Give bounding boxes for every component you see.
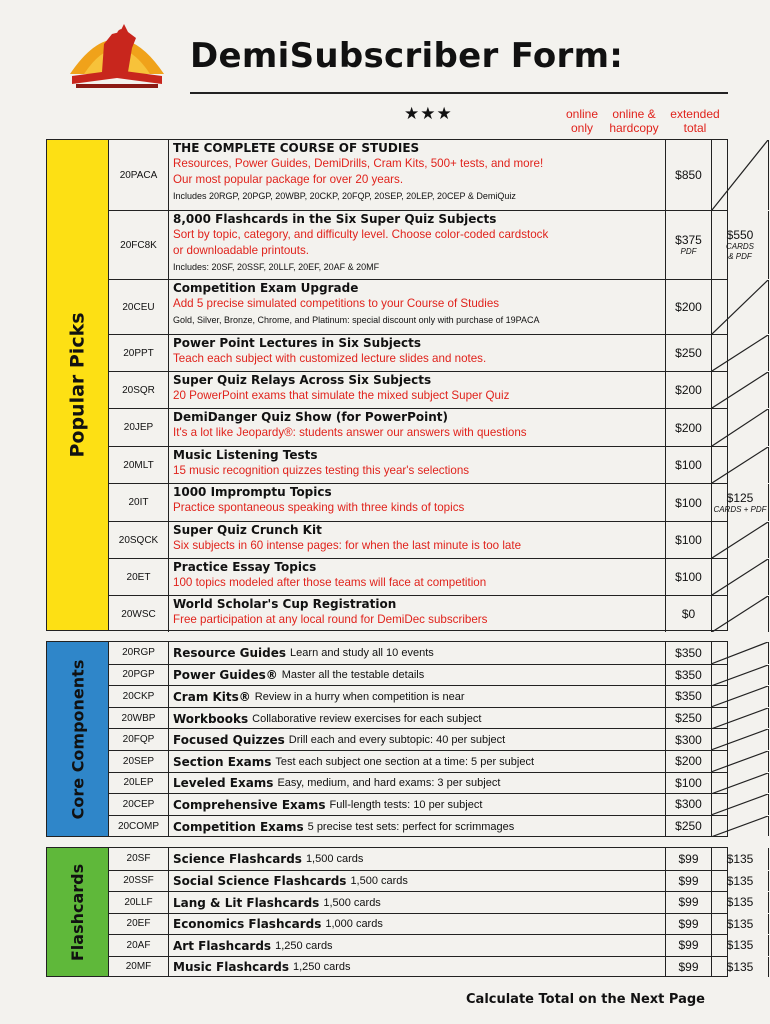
product-title: 8,000 Flashcards in the Six Super Quiz Subjects	[173, 212, 497, 226]
product-title: Art Flashcards	[173, 938, 272, 953]
product-description	[171, 729, 665, 750]
price-hardcopy	[712, 871, 769, 892]
price-hardcopy	[712, 794, 769, 815]
not-available-slash	[712, 522, 768, 558]
table-row	[109, 446, 727, 483]
product-description	[171, 559, 665, 595]
table-row	[109, 371, 727, 408]
not-available-slash	[712, 773, 768, 794]
table-row	[109, 558, 727, 595]
not-available-slash	[712, 372, 768, 408]
price-value: $100	[675, 570, 702, 584]
price-hardcopy	[712, 773, 769, 794]
price-hardcopy	[712, 892, 769, 913]
product-title: Lang & Lit Flashcards	[173, 895, 320, 910]
price-hardcopy	[712, 914, 769, 935]
product-description	[171, 773, 665, 794]
price-value: $375	[675, 233, 702, 247]
product-includes-note: Gold, Silver, Bronze, Chrome, and Platinum: special discount only with purchase of 19PACA	[173, 315, 540, 325]
product-code: 20SSF	[109, 871, 169, 892]
product-detail: Drill each and every subtopic: 40 per subject	[288, 734, 506, 747]
line-item	[173, 666, 665, 686]
product-detail: Easy, medium, and hard exams: 3 per subject	[277, 777, 501, 790]
product-detail: 1,250 cards	[293, 961, 351, 974]
table-row	[109, 934, 754, 956]
product-title: Super Quiz Crunch Kit	[173, 523, 322, 537]
not-available-slash	[712, 708, 768, 729]
table-row	[109, 279, 727, 334]
not-available-slash	[712, 642, 768, 664]
price-value: $250	[675, 346, 702, 360]
product-title: Power Guides®	[173, 668, 278, 683]
line-item	[173, 643, 665, 664]
price-hardcopy	[712, 751, 769, 772]
flashcards-label: Flashcards	[47, 848, 109, 976]
product-code: 20CEU	[109, 280, 169, 334]
product-detail: Learn and study all 10 events	[290, 647, 434, 660]
price-hardcopy	[712, 335, 769, 371]
price-hardcopy	[712, 708, 769, 729]
product-tagline-2: or downloadable printouts.	[173, 244, 309, 257]
product-detail: 1,500 cards	[350, 875, 408, 888]
table-row	[109, 685, 727, 707]
table-row	[109, 793, 727, 815]
price-online	[665, 596, 712, 632]
not-available-slash	[712, 559, 768, 595]
price-format: PDF	[680, 247, 697, 256]
product-detail: Review in a hurry when competition is near	[254, 690, 465, 703]
product-code: 20EF	[109, 914, 169, 935]
price-online	[665, 140, 712, 210]
column-header-total: extended total	[670, 107, 720, 135]
table-row	[109, 483, 767, 521]
product-tagline: Add 5 precise simulated competitions to your Course of Studies	[173, 297, 500, 310]
product-title: Practice Essay Topics	[173, 560, 317, 574]
price-format: CARDS + PDF	[713, 504, 767, 514]
price-hardcopy	[712, 280, 769, 334]
product-code: 20FQP	[109, 729, 169, 750]
product-description	[171, 447, 665, 483]
product-description	[171, 816, 665, 837]
product-tagline: Teach each subject with customized lecture slides and notes.	[173, 352, 487, 365]
product-description	[171, 708, 665, 729]
price-hardcopy	[712, 484, 769, 521]
product-title: THE COMPLETE COURSE OF STUDIES	[173, 141, 420, 155]
line-item	[173, 709, 665, 729]
product-title: Competition Exam Upgrade	[173, 281, 359, 295]
product-title: Competition Exams	[173, 819, 304, 834]
product-title: Economics Flashcards	[173, 917, 322, 932]
table-row	[109, 772, 727, 794]
product-includes-note: Includes 20RGP, 20PGP, 20WBP, 20CKP, 20FQP, 20SEP, 20LEP, 20CEP & DemiQuiz	[173, 191, 516, 201]
price-online	[665, 751, 712, 772]
not-available-slash	[712, 751, 768, 772]
price-value: $850	[675, 168, 702, 182]
product-description	[171, 914, 665, 935]
table-row	[109, 913, 754, 935]
price-value: $125	[726, 490, 754, 505]
product-title: 1000 Impromptu Topics	[173, 485, 332, 499]
product-description	[171, 848, 665, 870]
product-code: 20LEP	[109, 773, 169, 794]
popular-picks-label: Popular Picks	[47, 140, 109, 630]
line-item	[173, 893, 665, 913]
price-hardcopy	[712, 409, 769, 446]
price-format: CARDS & PDF	[725, 242, 754, 261]
product-description	[171, 409, 665, 446]
product-title: Science Flashcards	[173, 852, 302, 867]
product-code: 20SEP	[109, 751, 169, 772]
price-value: $200	[675, 754, 702, 769]
price-value: $100	[675, 495, 702, 510]
product-tagline: Resources, Power Guides, DemiDrills, Cram Kits, 500+ tests, and more!	[173, 157, 544, 170]
price-value: $99	[678, 873, 699, 888]
product-description	[171, 596, 665, 632]
price-hardcopy	[712, 729, 769, 750]
product-code: 20IT	[109, 484, 169, 521]
product-title: Cram Kits®	[173, 689, 251, 704]
table-row	[109, 848, 754, 870]
table-row	[109, 595, 727, 632]
price-value: $0	[681, 607, 696, 621]
price-value: $100	[675, 458, 702, 472]
product-tagline: Free participation at any local round for DemiDec subscribers	[173, 613, 488, 626]
price-value: $135	[726, 851, 754, 866]
product-code: 20CKP	[109, 686, 169, 707]
price-online	[665, 642, 712, 664]
line-item	[173, 958, 665, 978]
demidec-logo	[62, 14, 172, 92]
line-item	[173, 872, 665, 892]
product-code: 20MLT	[109, 447, 169, 483]
not-available-slash	[712, 794, 768, 815]
product-title: DemiDanger Quiz Show (for PowerPoint)	[173, 410, 448, 424]
product-tagline: 100 topics modeled after those teams will face at competition	[173, 576, 487, 589]
product-code: 20FC8K	[109, 211, 169, 279]
product-tagline: Sort by topic, category, and difficulty level. Choose color-coded cardstock	[173, 228, 549, 241]
price-hardcopy	[712, 816, 769, 837]
product-title: Leveled Exams	[173, 776, 274, 791]
table-row	[109, 956, 754, 978]
product-detail: 1,000 cards	[325, 918, 383, 931]
product-description	[171, 794, 665, 815]
product-title: Music Listening Tests	[173, 448, 318, 462]
product-tagline-2: Our most popular package for over 20 years.	[173, 173, 404, 186]
product-description	[171, 522, 665, 558]
not-available-slash	[712, 816, 768, 837]
price-online	[665, 848, 712, 870]
not-available-slash	[712, 447, 768, 483]
price-online	[665, 409, 712, 446]
price-online	[665, 871, 712, 892]
price-online	[665, 372, 712, 408]
line-item	[173, 752, 665, 772]
product-code: 20WSC	[109, 596, 169, 632]
footer-note: Calculate Total on the Next Page	[466, 992, 705, 1007]
product-code: 20PGP	[109, 665, 169, 686]
price-value: $200	[675, 420, 702, 435]
not-available-slash	[712, 335, 768, 371]
product-detail: Master all the testable details	[281, 669, 425, 682]
price-value: $250	[675, 711, 702, 726]
rating-stars: ★★★	[404, 104, 453, 123]
product-description	[171, 484, 665, 521]
product-code: 20ET	[109, 559, 169, 595]
price-value: $100	[675, 533, 702, 547]
price-value: $99	[678, 959, 699, 974]
title-divider	[190, 92, 728, 94]
product-title: Comprehensive Exams	[173, 797, 326, 812]
core-components-section	[46, 641, 728, 837]
price-value: $350	[675, 645, 702, 660]
product-title: Social Science Flashcards	[173, 874, 347, 889]
line-item	[173, 730, 665, 750]
product-code: 20CEP	[109, 794, 169, 815]
table-row	[109, 642, 727, 664]
price-online	[665, 686, 712, 707]
price-value: $250	[675, 819, 702, 834]
price-hardcopy	[712, 642, 769, 664]
product-description	[171, 372, 665, 408]
product-code: 20SF	[109, 848, 169, 870]
core-components-label: Core Components	[47, 642, 109, 836]
price-value: $300	[675, 797, 702, 812]
product-description	[171, 751, 665, 772]
table-row	[109, 728, 727, 750]
price-value: $99	[678, 851, 699, 866]
price-value: $100	[675, 775, 702, 790]
popular-picks-section	[46, 139, 767, 631]
table-row	[109, 815, 727, 837]
product-tagline: 15 music recognition quizzes testing this year's selections	[173, 464, 470, 477]
flashcards-section	[46, 847, 754, 977]
line-item	[173, 849, 665, 870]
product-code: 20WBP	[109, 708, 169, 729]
line-item	[173, 936, 665, 956]
product-title: Resource Guides	[173, 646, 287, 661]
price-online	[665, 665, 712, 686]
not-available-slash	[712, 596, 768, 632]
column-header-hardcopy: online & hardcopy	[609, 107, 659, 135]
price-value: $350	[675, 667, 702, 682]
line-item	[173, 795, 665, 815]
line-item	[173, 687, 665, 707]
product-description	[171, 892, 665, 913]
price-hardcopy	[712, 848, 769, 870]
product-description	[171, 686, 665, 707]
price-hardcopy	[712, 957, 769, 978]
not-available-slash	[712, 665, 768, 686]
table-row	[109, 664, 727, 686]
price-value: $99	[678, 916, 699, 931]
price-online	[665, 935, 712, 956]
product-code: 20COMP	[109, 816, 169, 837]
table-row	[109, 210, 754, 279]
price-online	[665, 892, 712, 913]
product-title: Workbooks	[173, 711, 249, 726]
price-online	[665, 484, 712, 521]
page-title: DemiSubscriber Form:	[190, 36, 624, 76]
product-tagline: It's a lot like Jeopardy®: students answer our answers with questions	[173, 426, 527, 439]
product-code: 20RGP	[109, 642, 169, 664]
price-online	[665, 708, 712, 729]
price-value: $99	[678, 938, 699, 953]
product-code: 20PPT	[109, 335, 169, 371]
price-online	[665, 522, 712, 558]
price-value: $135	[726, 895, 754, 910]
product-tagline: 20 PowerPoint exams that simulate the mixed subject Super Quiz	[173, 389, 510, 402]
product-code: 20SQR	[109, 372, 169, 408]
column-header-online: online only	[565, 107, 599, 135]
product-title: Power Point Lectures in Six Subjects	[173, 336, 422, 350]
table-row	[109, 750, 727, 772]
price-online	[665, 335, 712, 371]
not-available-slash	[712, 686, 768, 707]
price-online	[665, 794, 712, 815]
price-hardcopy	[712, 596, 769, 632]
not-available-slash	[712, 409, 768, 446]
table-row	[109, 140, 727, 210]
price-hardcopy	[712, 140, 769, 210]
not-available-slash	[712, 729, 768, 750]
table-row	[109, 408, 727, 446]
not-available-slash	[712, 140, 768, 210]
price-online	[665, 447, 712, 483]
price-value: $200	[675, 383, 702, 397]
product-detail: Full-length tests: 10 per subject	[329, 798, 483, 811]
price-value: $135	[726, 873, 754, 888]
product-code: 20AF	[109, 935, 169, 956]
price-online	[665, 211, 712, 279]
product-description	[171, 642, 665, 664]
price-value: $350	[675, 689, 702, 704]
product-tagline: Practice spontaneous speaking with three kinds of topics	[173, 501, 465, 514]
product-detail: Collaborative review exercises for each subject	[252, 712, 482, 725]
price-value: $200	[675, 300, 702, 314]
product-includes-note: Includes: 20SF, 20SSF, 20LLF, 20EF, 20AF & 20MF	[173, 262, 380, 272]
price-online	[665, 559, 712, 595]
product-detail: Test each subject one section at a time: 5 per subject	[275, 755, 535, 768]
product-title: Section Exams	[173, 754, 272, 769]
price-hardcopy	[712, 665, 769, 686]
product-detail: 1,250 cards	[275, 939, 333, 952]
price-hardcopy	[712, 447, 769, 483]
product-description	[171, 935, 665, 956]
product-detail: 1,500 cards	[305, 853, 364, 866]
product-title: Focused Quizzes	[173, 733, 285, 748]
price-online	[665, 773, 712, 794]
price-hardcopy	[712, 211, 769, 279]
price-value: $135	[726, 959, 754, 974]
product-tagline: Six subjects in 60 intense pages: for when the last minute is too late	[173, 539, 522, 552]
product-code: 20JEP	[109, 409, 169, 446]
product-description	[171, 665, 665, 686]
line-item	[173, 774, 665, 794]
product-description	[171, 211, 665, 279]
not-available-slash	[712, 280, 768, 334]
price-value: $99	[678, 895, 699, 910]
product-code: 20MF	[109, 957, 169, 978]
product-detail: 1,500 cards	[323, 896, 381, 909]
price-hardcopy	[712, 372, 769, 408]
price-value: $135	[726, 938, 754, 953]
price-value: $135	[726, 916, 754, 931]
price-hardcopy	[712, 522, 769, 558]
product-description	[171, 871, 665, 892]
line-item	[173, 915, 665, 935]
price-online	[665, 280, 712, 334]
product-title: World Scholar's Cup Registration	[173, 597, 397, 611]
price-hardcopy	[712, 559, 769, 595]
table-row	[109, 870, 754, 892]
table-row	[109, 707, 727, 729]
line-item	[173, 817, 665, 837]
price-value: $550	[726, 228, 754, 242]
table-row	[109, 891, 754, 913]
price-online	[665, 816, 712, 837]
price-online	[665, 729, 712, 750]
product-description	[171, 957, 665, 978]
price-hardcopy	[712, 935, 769, 956]
table-row	[109, 334, 727, 371]
table-row	[109, 521, 727, 558]
product-code: 20SQCK	[109, 522, 169, 558]
product-title: Super Quiz Relays Across Six Subjects	[173, 373, 432, 387]
product-detail: 5 precise test sets: perfect for scrimmages	[307, 820, 515, 833]
price-online	[665, 957, 712, 978]
price-value: $300	[675, 732, 702, 747]
product-description	[171, 280, 665, 334]
product-code: 20LLF	[109, 892, 169, 913]
price-hardcopy	[712, 686, 769, 707]
price-online	[665, 914, 712, 935]
product-description	[171, 335, 665, 371]
product-code: 20PACA	[109, 140, 169, 210]
product-description	[171, 140, 665, 210]
product-title: Music Flashcards	[173, 960, 289, 975]
